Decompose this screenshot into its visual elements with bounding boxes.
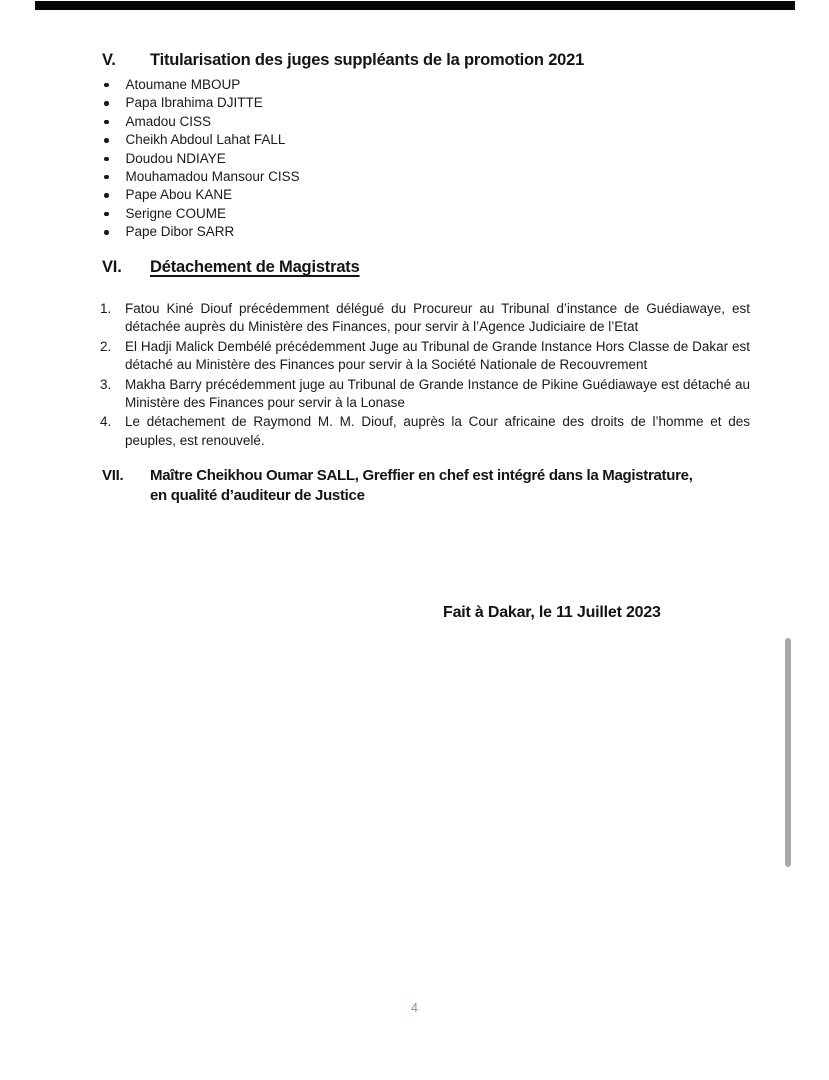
list-item bbox=[100, 376, 750, 413]
judge-name: Pape Abou KANE bbox=[125, 187, 233, 203]
bullet-icon bbox=[104, 212, 109, 217]
judge-name: Mouhamadou Mansour CISS bbox=[125, 169, 300, 185]
section-vii-heading bbox=[102, 466, 693, 506]
judge-name: Doudou NDIAYE bbox=[125, 150, 226, 166]
section-vi-title: Détachement de Magistrats bbox=[150, 258, 360, 276]
judge-name: Cheikh Abdoul Lahat FALL bbox=[125, 132, 286, 148]
item-number: 1. bbox=[100, 301, 112, 316]
item-number: 2. bbox=[100, 338, 112, 354]
item-number: 3. bbox=[100, 376, 112, 392]
list-item bbox=[103, 131, 300, 149]
list-item bbox=[103, 150, 300, 168]
section-vii-numeral: VII. bbox=[102, 467, 124, 484]
judge-name: Amadou CISS bbox=[125, 113, 212, 129]
section-v-heading bbox=[102, 51, 584, 70]
item-text: El Hadji Malick Dembélé précédemment Juge au Tribunal de Grande Instance Hors Classe de Dakar est détaché au Ministère des Finances pour servir à la Société Nationale de Recouvrement bbox=[125, 338, 750, 373]
judges-bullet-list bbox=[103, 76, 300, 242]
judge-name: Papa Ibrahima DJITTE bbox=[125, 95, 263, 111]
section-vi-heading bbox=[102, 258, 360, 277]
bullet-icon bbox=[104, 193, 109, 198]
dateline: Fait à Dakar, le 11 Juillet 2023 bbox=[443, 604, 661, 621]
section-vii-title bbox=[150, 466, 693, 506]
judge-name: Atoumane MBOUP bbox=[125, 77, 241, 92]
list-item bbox=[100, 413, 750, 450]
scrollbar-thumb[interactable] bbox=[785, 638, 791, 867]
section-vii-title-line1: Maître Cheikhou Oumar SALL, Greffier en chef est intégré dans la Magistrature, bbox=[150, 467, 693, 484]
list-item bbox=[103, 76, 300, 94]
bullet-icon bbox=[104, 157, 109, 162]
list-item bbox=[103, 186, 300, 204]
item-text: Makha Barry précédemment juge au Tribunal de Grande Instance de Pikine Guédiawaye est détaché au Ministère des Finances pour servir à la Lonase bbox=[125, 376, 750, 411]
list-item bbox=[100, 300, 750, 337]
list-item bbox=[100, 338, 750, 375]
bullet-icon bbox=[104, 138, 109, 143]
list-item bbox=[103, 168, 300, 186]
judge-name: Pape Dibor SARR bbox=[125, 224, 235, 240]
item-number: 4. bbox=[100, 414, 112, 430]
section-vi-numeral: VI. bbox=[102, 258, 122, 276]
bullet-icon bbox=[104, 101, 109, 106]
section-v-title: Titularisation des juges suppléants de la promotion 2021 bbox=[150, 51, 585, 69]
bullet-icon bbox=[104, 83, 109, 88]
list-item bbox=[103, 94, 300, 112]
list-item bbox=[103, 223, 300, 241]
bullet-icon bbox=[104, 230, 109, 235]
list-item bbox=[103, 205, 300, 223]
detachement-numbered-list bbox=[100, 300, 750, 451]
bullet-icon bbox=[104, 120, 109, 125]
bullet-icon bbox=[104, 175, 109, 180]
section-vii-title-line2: en qualité d’auditeur de Justice bbox=[150, 487, 365, 504]
judge-name: Serigne COUME bbox=[125, 205, 227, 221]
page-number: 4 bbox=[411, 1001, 418, 1015]
item-text: Fatou Kiné Diouf précédemment délégué du Procureur au Tribunal d’instance de Guédiawaye, est détachée auprès du Ministère des Finances, pour servir à l’Agence Judiciaire de l’Etat bbox=[125, 301, 750, 335]
section-v-numeral: V. bbox=[102, 51, 116, 69]
scan-top-border-bar bbox=[35, 1, 795, 10]
item-text: Le détachement de Raymond M. M. Diouf, auprès la Cour africaine des droits de l’homme et des peuples, est renouvelé. bbox=[125, 414, 750, 448]
list-item bbox=[103, 113, 300, 131]
